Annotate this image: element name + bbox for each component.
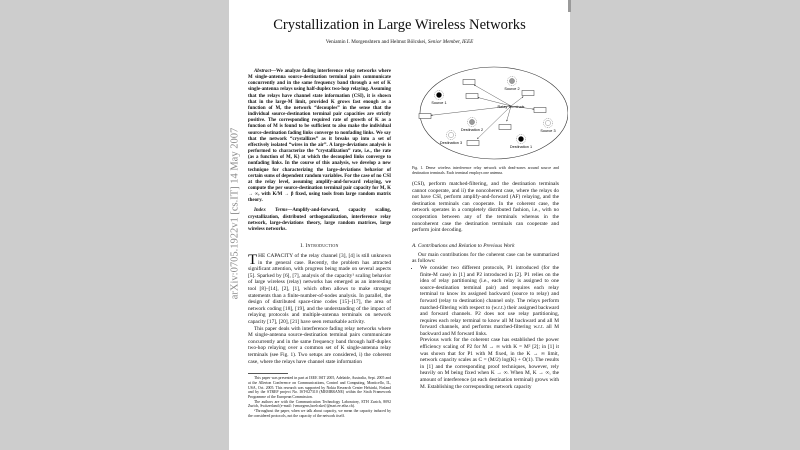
terminal-label: Destination 1: [509, 145, 533, 149]
relay-terminal-box: [467, 141, 479, 146]
terminal-label: Destination 3: [439, 141, 463, 145]
terminal-label: Source 3: [540, 129, 556, 133]
figure-caption: Fig. 1. Dense wireless interference relay network with dead-zones around source and destination terminals. Each terminal employs one antenna.: [412, 166, 559, 175]
relay-terminal-box: [466, 94, 478, 99]
contribution-item-continuation: Previous work for the coherent case has established the power efficiency scaling of P2 for M → ∞ with K = M² [2]; in [1] it was shown that for P1 with M fixed, in the K → ∞ limit, network capacity scales as C = (M/2) log(K) + O(1). The results in [1] and the corresponding proof techniques, however, rely heavily on M being fixed when K → ∞. When M, K → ∞, the amount of interference (at each destination terminal) grows with M. Establishing the corresponding network capacity: [420, 337, 559, 390]
terminal-dot: [545, 120, 550, 125]
right-paragraph-1: (CSI), perform matched-filtering, and the destination terminals cannot cooperate, and ii) the noncoherent case, where the relays do not have CSI, perform amplify-and-forward (AF) relaying, and the destination terminals can cooperate. In the coherent case, the network operates in a completely distributed fashion, i.e., with no cooperation between any of the terminals whereas in the noncoherent case the destination terminals can cooperate and perform joint decoding.: [412, 181, 559, 234]
figure-relay-network: [412, 62, 568, 164]
terminal-node: [504, 76, 519, 91]
intro-paragraph-1-text: HE CAPACITY of the relay channel [3], [4] is still unknown in the general case. Recently, the problem has attracted significant attention, with progress being made on several aspects [5]. Sparked by [6], [7], analysis of the capacity¹ scaling behavior of large wireless (relay) networks has emerged as an interesting tool [8]–[14], [2], [1], which often allows to make stronger statements than a finite-number-of-nodes analysis. In parallel, the design of distributed space-time codes [15]–[17], the area of network coding [18], [19], and the understanding of the impact of relaying protocols and multiple-antenna terminals on network capacity [17], [20], [21] have seen remarkable activity.: [248, 253, 391, 325]
terminal-node: [431, 90, 446, 105]
contribution-item: [420, 265, 559, 390]
arxiv-stamp: arXiv:0705.1922v1 [cs.IT] 14 May 2007: [229, 127, 241, 300]
terminal-dot: [518, 136, 523, 141]
footnote-capacity: ¹Throughout the paper, when we talk about capacity, we mean the capacity induced by the considered protocols, not the capacity of the network itself.: [248, 409, 391, 418]
drop-cap: T: [248, 252, 258, 269]
terminal-node: [440, 130, 462, 145]
terminal-dot: [448, 132, 453, 137]
contribution-item-text: We consider two different protocols, P1 introduced (for the finite-M case) in [1] and P2 introduced in [2]. P1 relies on the idea of relay partitioning (i.e., each relay is assigned to one source-destination terminal pair) and requires each relay terminal to know its assigned backward (source to relay) and forward (relay to destination) channel only. The relays perform matched-filtering with respect to (w.r.t.) their assigned backward and forward channels. P2 does not use relay partitioning, requires each relay terminal to know all M backward and all M forward channels, and performs matched-filtering w.r.t. all M backward and M forward links.: [420, 264, 559, 337]
right-column: [412, 181, 559, 390]
terminal-node: [540, 118, 555, 133]
footnote-affiliation: The authors are with the Communication Technology Laboratory, ETH Zurich, 8092 Zurich, Switzerland (e-mail: {vmorgens,boelcskei}@nari.ee.ethz.ch).: [248, 399, 391, 409]
index-terms-label: Index Terms: [254, 208, 288, 214]
footnote-presentation: This paper was presented in part at IEEE ISIT 2005, Adelaide, Australia, Sept. 2005 and at the Allerton Conference on Communications, Control and Computing, Monticello, IL, USA, Oct. 2005. This research was supported by Nokia Research Center Helsinki, Finland and by the STREP project No. IST-027310 (MEMBRANE) within the Sixth Framework Programme of the European Commission.: [248, 376, 391, 399]
relay-terminal-box: [499, 125, 511, 130]
intro-paragraph-2: This paper deals with interference fading relay networks where M single-antenna source-destination terminal pairs communicate concurrently and in the same frequency band through half-duplex two-hop relaying over a common set of K single-antenna relay terminals (see Fig. 1). Two setups are considered, i) the coherent case, where the relays have channel state information: [248, 325, 391, 365]
terminal-label: Destination 2: [460, 128, 484, 132]
abstract-text: —We analyze fading interference relay networks where M single-antenna source-destination terminal pairs communicate concurrently and in the same frequency band through a set of K single-antenna relays using half-duplex two-hop relaying. Assuming that the relays have channel state information (CSI), it is shown that in the large-M limit, provided K grows fast enough as a function of M, the network “decouples” in the sense that the individual source-destination terminal pair capacities are strictly positive. The corresponding required rate of growth of K as a function of M is found to be sufficient to also make the individual source-destination fading links converge to nonfading links. We say that the network “crystallizes” as it breaks up into a set of effectively isolated “wires in the air”. A large-deviations analysis is performed to characterize the “crystallization” rate, i.e., the rate (as a function of M, K) at which the decoupled links converge to nonfading links. In the course of this analysis, we develop a new technique for characterizing the large-deviations behavior of certain sums of dependent random variables. For the case of no CSI at the relay level, assuming amplify-and-forward relaying, we compute the per source-destination terminal pair capacity for M, K → ∞, with K/M → β fixed, using tools from large random matrix theory.: [248, 69, 391, 204]
scrollbar-thumb[interactable]: [568, 0, 571, 12]
relay-terminal-box: [534, 108, 546, 113]
footnote-rule: [248, 373, 288, 374]
author-membership: Senior Member, IEEE: [427, 39, 474, 45]
intro-paragraph-1: [248, 253, 391, 326]
terminal-dot: [509, 78, 514, 83]
relay-terminal-box: [522, 91, 534, 96]
index-terms-text: —Amplify-and-forward, capacity scaling, crystallization, distributed orthogonalization, interference relay network, large-deviations theory, large random matrices, large wireless networks.: [248, 208, 391, 232]
relay-terminals-label: Relay Terminals: [497, 105, 525, 109]
relay-terminal-box: [463, 80, 475, 85]
abstract: [248, 69, 391, 204]
author-names: Veniamin I. Morgenshtern and Helmut Bölcskei,: [325, 39, 427, 45]
left-column: [248, 69, 391, 418]
network-boundary-ellipse: [420, 67, 568, 159]
paper-title: Crystallization in Large Wireless Networks: [273, 17, 526, 33]
index-terms: [248, 208, 391, 233]
subsection-heading-contributions: A. Contributions and Relation to Previous Work: [412, 242, 515, 249]
terminal-node: [461, 117, 483, 132]
right-paragraph-2: Our main contributions for the coherent case can be summarized as follows:: [412, 251, 559, 265]
section-heading-introduction: I. Introduction: [300, 243, 339, 250]
relay-arrow: [477, 106, 511, 139]
contributions-list: [412, 265, 559, 390]
terminal-label: Source 1: [431, 101, 447, 105]
paper-authors: [229, 39, 570, 45]
terminal-dot: [436, 92, 441, 97]
terminal-label: Source 2: [504, 87, 520, 91]
terminal-node: [510, 134, 532, 149]
relay-terminal-box: [419, 114, 431, 119]
terminal-dot: [469, 119, 474, 124]
abstract-label: Abstract: [254, 69, 272, 74]
